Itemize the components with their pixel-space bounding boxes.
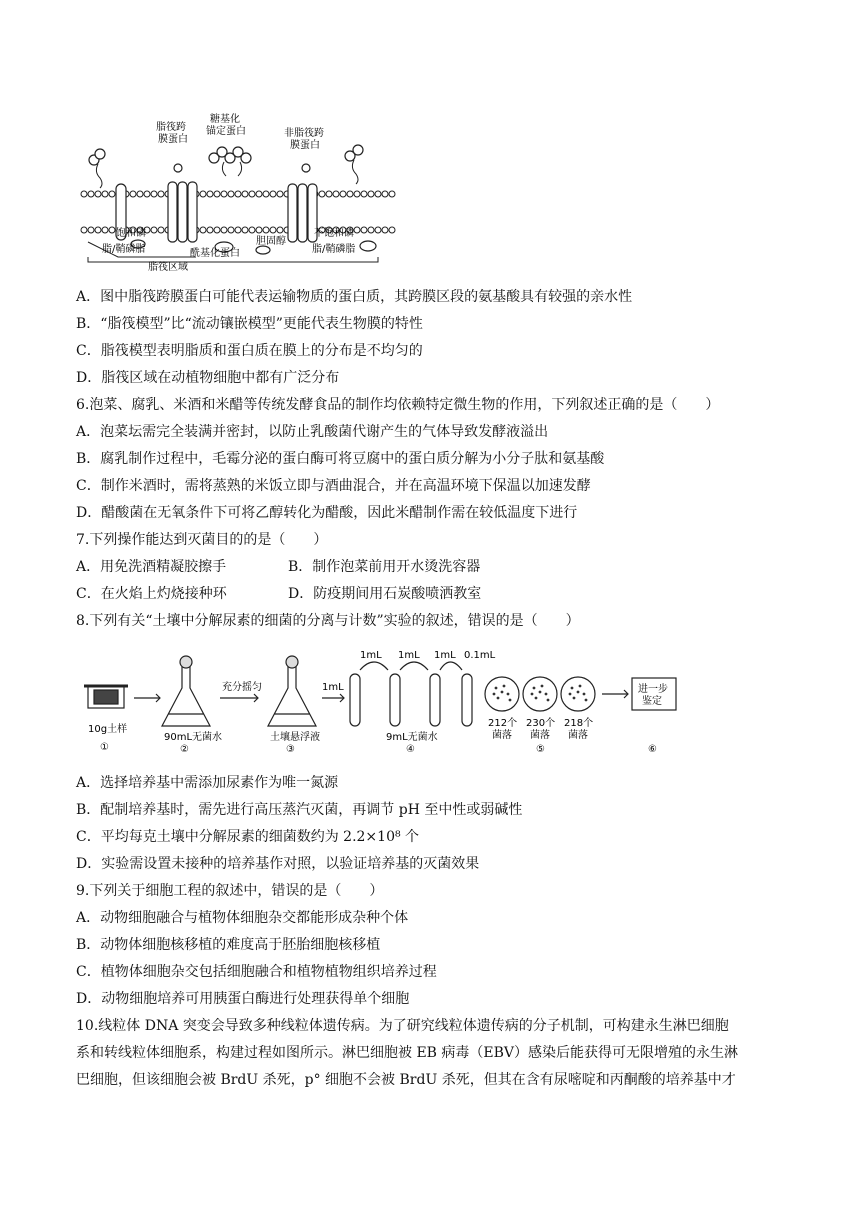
step-6: ⑥ (648, 744, 657, 755)
q6-option-c: C．制作米酒时，需将蒸熟的米饭立即与酒曲混合，并在高温环境下保温以加速发酵 (76, 478, 591, 494)
identify-label: 进一步鉴定 (638, 684, 668, 707)
q10-line-3: 巴细胞，但该细胞会被 BrdU 杀死，p° 细胞不会被 BrdU 杀死，但其在含有尿嘧啶和丙酮酸的培养基中才 (76, 1072, 736, 1088)
svg-text:酰基化蛋白: 酰基化蛋白 (190, 248, 240, 259)
lipid-head (235, 227, 241, 233)
colony-count-1: 212个菌落 (488, 718, 518, 741)
lipid-head (375, 191, 381, 197)
lipid-head (249, 191, 255, 197)
lipid-head (151, 227, 157, 233)
membrane-diagram (78, 112, 398, 274)
lipid-head (382, 191, 388, 197)
q8-stem: 8.下列有关“土壤中分解尿素的细菌的分离与计数”实验的叙述，错误的是（ ） (76, 613, 580, 629)
lipid-head (88, 191, 94, 197)
q5-option-b: B．“脂筏模型”比“流动镶嵌模型”更能代表生物膜的特性 (76, 316, 423, 332)
svg-text:不饱和磷脂/鞘磷脂: 不饱和磷脂/鞘磷脂 (312, 228, 356, 255)
lipid-head (361, 227, 367, 233)
lipid-head (95, 191, 101, 197)
lipid-head (158, 191, 164, 197)
colony-count-2: 230个菌落 (526, 718, 556, 741)
step-2: ② (180, 744, 189, 755)
lipid-head (326, 191, 332, 197)
q6-option-b: B．腐乳制作过程中，毛霉分泌的蛋白酶可将豆腐中的蛋白质分解为小分子肽和氨基酸 (76, 451, 605, 467)
dilution-figure (82, 648, 702, 760)
step-3: ③ (286, 744, 295, 755)
q6-stem: 6.泡菜、腐乳、米酒和米醋等传统发酵食品的制作均依赖特定微生物的作用，下列叙述正确的是（ ） (76, 397, 720, 413)
svg-text:非脂筏跨膜蛋白: 非脂筏跨膜蛋白 (284, 128, 324, 151)
suspension-label: 土壤悬浮液 (270, 732, 320, 743)
lipid-head (109, 191, 115, 197)
lipid-head (200, 191, 206, 197)
lipid-head (144, 191, 150, 197)
lipid-head (263, 191, 269, 197)
soil-label: 10g土样 (88, 724, 128, 735)
lipid-head (151, 191, 157, 197)
lipid-head (333, 191, 339, 197)
lipid-head (81, 227, 87, 233)
lipid-head (200, 227, 206, 233)
lipid-head (228, 191, 234, 197)
lipid-head (214, 191, 220, 197)
q8-option-b: B．配制培养基时，需先进行高压蒸汽灭菌，再调节 pH 至中性或弱碱性 (76, 802, 523, 818)
q10-line-2: 系和转线粒体细胞系，构建过程如图所示。淋巴细胞被 EB 病毒（EBV）感染后能获得可无限增殖的永生淋 (76, 1045, 739, 1061)
q9-option-c: C．植物体细胞杂交包括细胞融合和植物植物组织培养过程 (76, 964, 437, 980)
svg-text:糖基化锚定蛋白: 糖基化锚定蛋白 (206, 114, 246, 137)
step-4: ④ (406, 744, 415, 755)
q6-option-a: A．泡菜坛需完全装满并密封，以防止乳酸菌代谢产生的气体导致发酵液溢出 (76, 424, 549, 440)
colony-count-3: 218个菌落 (564, 718, 594, 741)
q5-option-a: A．图中脂筏跨膜蛋白可能代表运输物质的蛋白质，其跨膜区段的氨基酸具有较强的亲水性 (76, 289, 633, 305)
q8-option-a: A．选择培养基中需添加尿素作为唯一氮源 (76, 775, 339, 791)
q9-option-d: D．动物细胞培养可用胰蛋白酶进行处理获得单个细胞 (76, 991, 410, 1007)
svg-text:饱和磷脂/鞘磷脂: 饱和磷脂/鞘磷脂 (102, 228, 146, 255)
lipid-head (214, 227, 220, 233)
step-5: ⑤ (536, 744, 545, 755)
lipid-head (242, 191, 248, 197)
q7-option-c: C．在火焰上灼烧接种环 (76, 586, 227, 602)
lipid-raft-figure (78, 112, 398, 274)
lipid-head (228, 227, 234, 233)
lipid-head (368, 191, 374, 197)
lipid-head (102, 191, 108, 197)
lipid-head (130, 191, 136, 197)
svg-text:胆固醇: 胆固醇 (256, 236, 286, 247)
lipid-head (221, 227, 227, 233)
lipid-head (235, 191, 241, 197)
lipid-head (340, 191, 346, 197)
ml-label-2: 1mL (360, 650, 382, 661)
q9-stem: 9.下列关于细胞工程的叙述中，错误的是（ ） (76, 883, 384, 899)
lipid-head (102, 227, 108, 233)
lipid-head (81, 191, 87, 197)
lipid-head (95, 227, 101, 233)
ml-label-5: 0.1mL (464, 650, 496, 661)
q7-option-d: D．防疫期间用石炭酸喷洒教室 (288, 586, 482, 602)
lipid-head (270, 227, 276, 233)
lipid-head (375, 227, 381, 233)
q7-option-b: B．制作泡菜前用开水烫洗容器 (288, 559, 481, 575)
ml-label-1: 1mL (322, 682, 344, 693)
lipid-head (256, 191, 262, 197)
lipid-head (263, 227, 269, 233)
lipid-head (389, 191, 395, 197)
lipid-head (389, 227, 395, 233)
shake-label: 充分摇匀 (222, 682, 262, 693)
lipid-head (277, 191, 283, 197)
lipid-head (207, 227, 213, 233)
q5-option-c: C．脂筏模型表明脂质和蛋白质在膜上的分布是不均匀的 (76, 343, 423, 359)
lipid-head (249, 227, 255, 233)
lipid-head (319, 191, 325, 197)
q8-option-d: D．实验需设置未接种的培养基作对照，以验证培养基的灭菌效果 (76, 856, 480, 872)
svg-text:脂筏区域: 脂筏区域 (148, 262, 188, 273)
lipid-head (109, 227, 115, 233)
lipid-head (221, 191, 227, 197)
lipid-head (361, 191, 367, 197)
q5-option-d: D．脂筏区域在动植物细胞中都有广泛分布 (76, 370, 340, 386)
lipid-head (354, 191, 360, 197)
ml-label-3: 1mL (398, 650, 420, 661)
q9-option-a: A．动物细胞融合与植物体细胞杂交都能形成杂种个体 (76, 910, 409, 926)
q6-option-d: D．醋酸菌在无氧条件下可将乙醇转化为醋酸，因此米醋制作需在较低温度下进行 (76, 505, 578, 521)
water90-label: 90mL无菌水 (164, 732, 223, 743)
q9-option-b: B．动物体细胞核移植的难度高于胚胎细胞核移植 (76, 937, 381, 953)
dilution-diagram (82, 648, 702, 760)
ml-label-4: 1mL (434, 650, 456, 661)
lipid-head (256, 227, 262, 233)
lipid-head (347, 191, 353, 197)
lipid-head (382, 227, 388, 233)
lipid-head (277, 227, 283, 233)
lipid-head (158, 227, 164, 233)
step-1: ① (100, 742, 109, 753)
lipid-head (88, 227, 94, 233)
lipid-head (270, 191, 276, 197)
lipid-head (368, 227, 374, 233)
q7-stem: 7.下列操作能达到灭菌目的的是（ ） (76, 532, 328, 548)
q8-option-c: C．平均每克土壤中分解尿素的细菌数约为 2.2×10⁸ 个 (76, 829, 420, 845)
label-raft-tm-protein: 脂筏跨膜蛋白 (156, 122, 188, 145)
lipid-head (242, 227, 248, 233)
q10-line-1: 10.线粒体 DNA 突变会导致多种线粒体遗传病。为了研究线粒体遗传病的分子机制，可构建永生淋巴细胞 (76, 1018, 729, 1034)
water9-label: 9mL无菌水 (386, 732, 438, 743)
lipid-head (137, 191, 143, 197)
lipid-head (354, 227, 360, 233)
q7-option-a: A．用免洗酒精凝胶擦手 (76, 559, 227, 575)
lipid-head (207, 191, 213, 197)
